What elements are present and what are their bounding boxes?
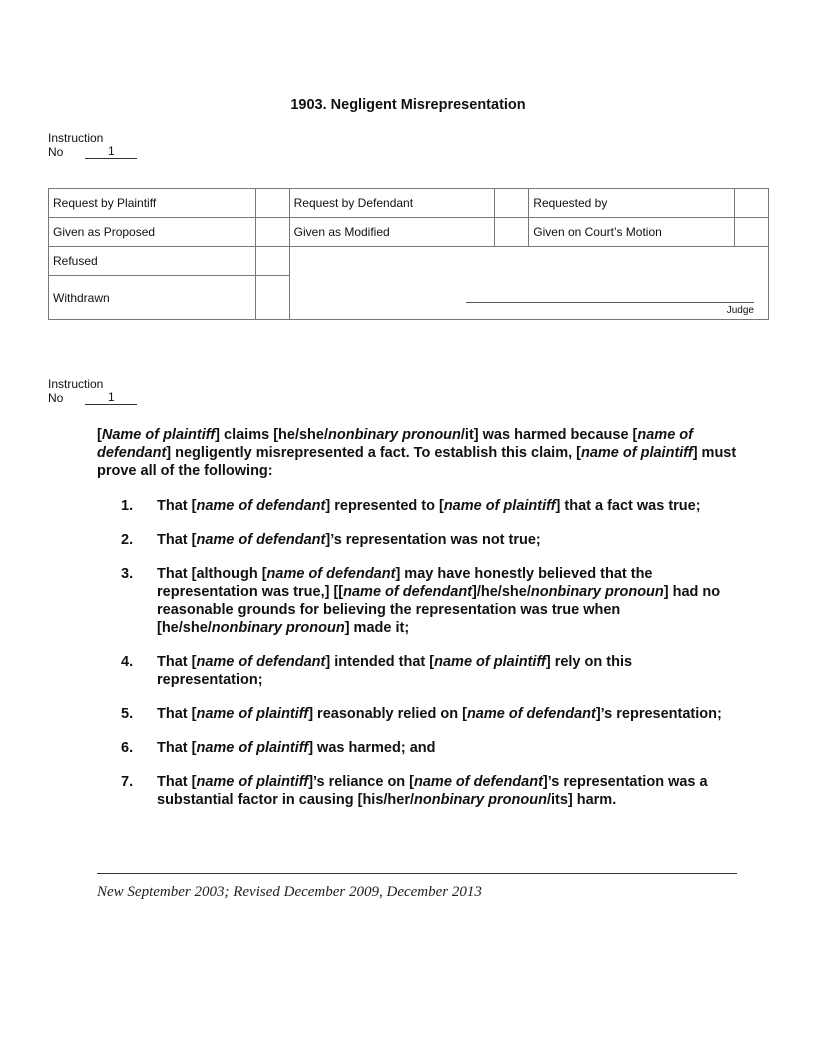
judge-signature-line[interactable] — [466, 302, 754, 303]
request-by-defendant: Request by Defendant — [289, 189, 495, 218]
instruction-number: 1 — [85, 391, 137, 405]
list-item: 1. That [name of defendant] represented to [name of plaintiff] that a fact was true; — [121, 498, 701, 514]
instruction-label: Instruction — [48, 377, 104, 391]
refused-checkbox[interactable] — [255, 247, 289, 276]
request-by-defendant-checkbox[interactable] — [495, 189, 529, 218]
given-as-modified: Given as Modified — [289, 218, 495, 247]
list-item: 2. That [name of defendant]’s representation was not true; — [121, 532, 541, 548]
instruction-label: Instruction — [48, 131, 104, 145]
list-item: 3. That [although [name of defendant] may have honestly believed that the representation was true,] [[name of defendant]/he/she/nonbinary pronoun] had no reasonable grounds for believing the representation was true when [he/she/nonbinary pronoun] made it; — [121, 566, 721, 636]
refused: Refused — [49, 247, 256, 276]
elements-list — [97, 497, 737, 809]
request-table — [48, 188, 769, 320]
requested-by-checkbox[interactable] — [735, 189, 769, 218]
withdrawn-checkbox[interactable] — [255, 276, 289, 320]
given-on-courts-motion-checkbox[interactable] — [735, 218, 769, 247]
given-on-courts-motion: Given on Court’s Motion — [529, 218, 735, 247]
instruction-number-block-top — [48, 131, 137, 159]
history-note: New September 2003; Revised December 2009, December 2013 — [97, 884, 482, 900]
divider — [97, 873, 737, 874]
judge-signature-area — [289, 247, 768, 320]
given-as-proposed: Given as Proposed — [49, 218, 256, 247]
withdrawn: Withdrawn — [49, 276, 256, 320]
instruction-number: 1 — [85, 145, 137, 159]
instruction-number-block-bottom — [48, 377, 137, 405]
list-item: 7. That [name of plaintiff]’s reliance on [name of defendant]’s representation was a substantial factor in causing [his/her/nonbinary pronoun/its] harm. — [121, 774, 708, 808]
no-label: No — [48, 391, 64, 405]
document-title: 1903. Negligent Misrepresentation — [290, 97, 526, 113]
instruction-body — [97, 426, 737, 825]
list-item: 6. That [name of plaintiff] was harmed; and — [121, 740, 436, 756]
request-by-plaintiff-checkbox[interactable] — [255, 189, 289, 218]
list-item: 4. That [name of defendant] intended that [name of plaintiff] rely on this representation; — [121, 654, 633, 688]
no-label: No — [48, 145, 64, 159]
judge-label: Judge — [726, 305, 754, 316]
given-as-modified-checkbox[interactable] — [495, 218, 529, 247]
list-item: 5. That [name of plaintiff] reasonably relied on [name of defendant]’s representation; — [121, 706, 722, 722]
instruction-intro: [Name of plaintiff] claims [he/she/nonbinary pronoun/it] was harmed because [name of defendant] negligently misrepresented a fact. To establish this claim, [name of plaintiff] must prove all of the following: — [97, 427, 737, 479]
requested-by: Requested by — [529, 189, 735, 218]
given-as-proposed-checkbox[interactable] — [255, 218, 289, 247]
request-by-plaintiff: Request by Plaintiff — [49, 189, 256, 218]
